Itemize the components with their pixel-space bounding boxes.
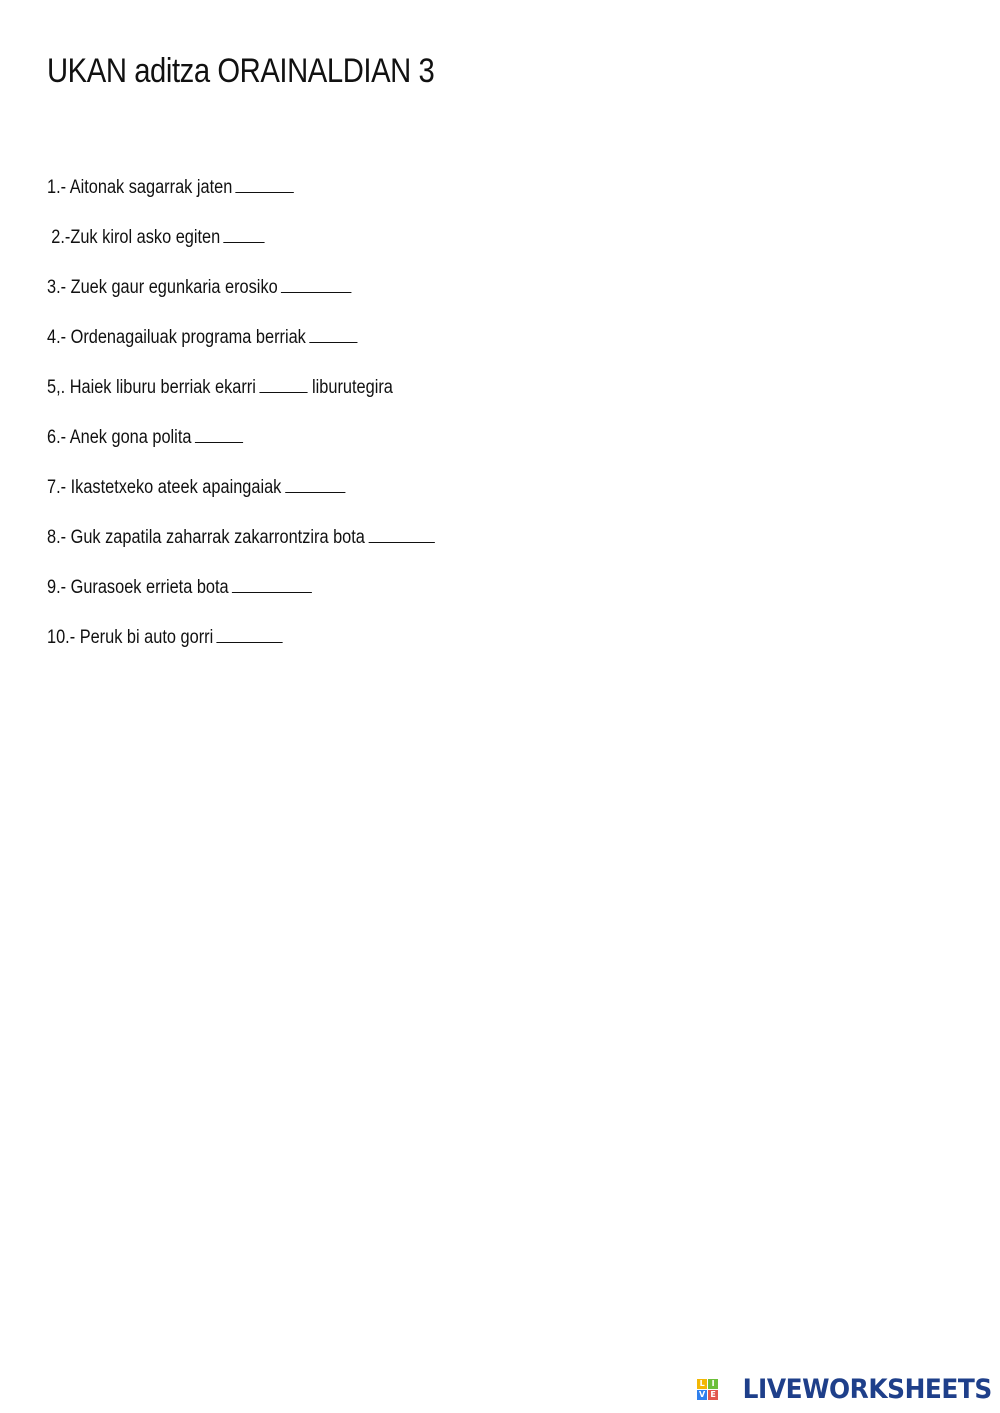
logo-cell: V bbox=[699, 1390, 706, 1399]
exercise-item-2 bbox=[47, 224, 435, 274]
exercise-text: 6.- Anek gona polita bbox=[47, 427, 192, 448]
exercise-item-3 bbox=[47, 274, 435, 324]
exercise-text: 1.- Aitonak sagarrak jaten bbox=[47, 177, 233, 198]
exercise-item-10 bbox=[47, 624, 435, 674]
exercise-list bbox=[47, 174, 498, 674]
answer-blank[interactable] bbox=[217, 624, 283, 643]
exercise-item-7 bbox=[47, 474, 435, 524]
brand-text: LIVEWORKSHEETS bbox=[742, 1374, 992, 1405]
exercise-text: 9.- Gurasoek errieta bota bbox=[47, 577, 229, 598]
exercise-text: 5,. Haiek liburu berriak ekarri bbox=[47, 377, 256, 398]
answer-blank[interactable] bbox=[232, 574, 312, 593]
logo-cell: I bbox=[708, 1379, 718, 1389]
exercise-text: 7.- Ikastetxeko ateek apaingaiak bbox=[47, 477, 282, 498]
answer-blank[interactable] bbox=[368, 524, 434, 543]
liveworksheets-logo-icon bbox=[697, 1379, 718, 1400]
answer-blank[interactable] bbox=[281, 274, 352, 293]
exercise-text: 3.- Zuek gaur egunkaria erosiko bbox=[47, 277, 278, 298]
exercise-item-5 bbox=[47, 374, 435, 424]
answer-blank[interactable] bbox=[236, 174, 294, 193]
answer-blank[interactable] bbox=[309, 324, 357, 343]
liveworksheets-watermark bbox=[697, 1374, 992, 1405]
exercise-item-8 bbox=[47, 524, 435, 574]
exercise-item-6 bbox=[47, 424, 435, 474]
exercise-text: 8.- Guk zapatila zaharrak zakarrontzira bota bbox=[47, 527, 365, 548]
answer-blank[interactable] bbox=[224, 224, 265, 243]
logo-cell: E bbox=[708, 1390, 718, 1400]
answer-blank[interactable] bbox=[259, 374, 307, 393]
logo-cell: L bbox=[697, 1379, 707, 1389]
exercise-item-9 bbox=[47, 574, 435, 624]
exercise-text: 10.- Peruk bi auto gorri bbox=[47, 627, 214, 648]
exercise-item-4 bbox=[47, 324, 435, 374]
answer-blank[interactable] bbox=[195, 424, 243, 443]
exercise-text: 2.-Zuk kirol asko egiten bbox=[51, 227, 221, 248]
exercise-text-after: liburutegira bbox=[312, 377, 393, 398]
page-title: UKAN aditza ORAINALDIAN 3 bbox=[47, 52, 435, 90]
answer-blank[interactable] bbox=[285, 474, 345, 493]
exercise-text: 4.- Ordenagailuak programa berriak bbox=[47, 327, 306, 348]
exercise-item-1 bbox=[47, 174, 435, 224]
